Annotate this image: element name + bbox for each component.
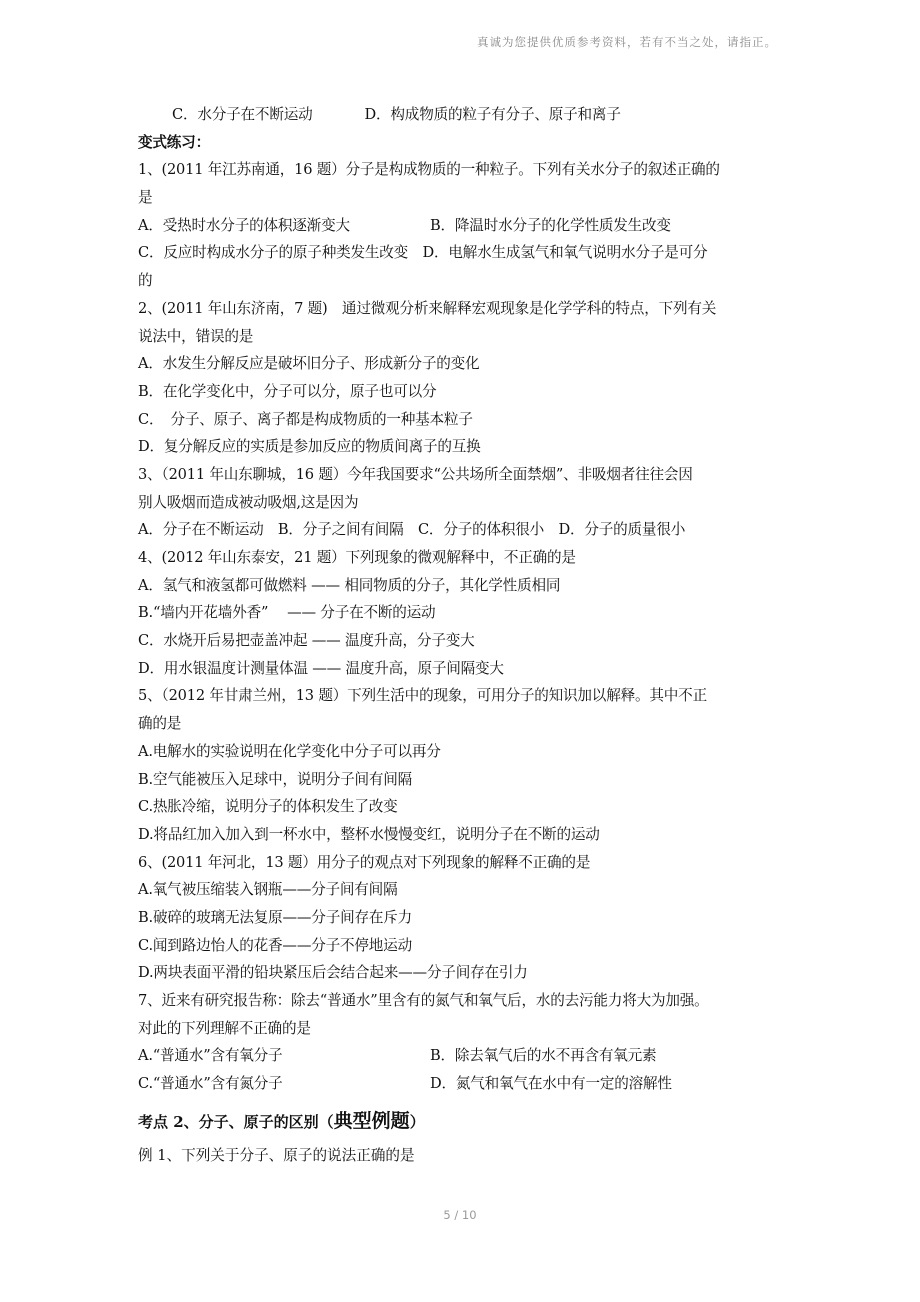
question-6-text: 6、(2011 年河北，13 题）用分子的观点对下列现象的解释不正确的是 [138,853,591,871]
q5-option-a: A.电解水的实验说明在化学变化中分子可以再分 [138,742,441,760]
q7-options-cd [138,1070,788,1098]
q2-option-c: C． 分子、原子、离子都是构成物质的一种基本粒子 [138,410,473,428]
document-body [138,101,788,1172]
question-1-text-cont: 是 [138,189,153,207]
question-2-text: 2、(2011 年山东济南，7 题) 通过微观分析来解释宏观现象是化学学科的特点，下列有关 [138,299,717,317]
question-1-options-ab [138,212,788,240]
q4-option-c: C．水烧开后易把壶盖冲起 —— 温度升高，分子变大 [138,632,475,650]
q2-option-d: D．复分解反应的实质是参加反应的物质间离子的互换 [138,438,481,456]
q2-option-a: A．水发生分解反应是破坏旧分子、形成新分子的变化 [138,355,480,373]
example-1-text: 例 1、下列关于分子、原子的说法正确的是 [138,1146,415,1164]
q3-options: A．分子在不断运动 B．分子之间有间隔 C．分子的体积很小 D．分子的质量很小 [138,521,686,539]
section-variant-heading: 变式练习： [138,133,210,151]
question-3-text: 3、（2011 年山东聊城，16 题）今年我国要求“公共场所全面禁烟”、非吸烟者往往会因 [138,465,693,483]
q7-options-ab [138,1042,788,1070]
page-header: 真诚为您提供优质参考资料，若有不当之处，请指正。 [477,35,777,49]
option-row [138,101,788,129]
question-1-text: 1、(2011 年江苏南通，16 题）分子是构成物质的一种粒子。下列有关水分子的叙述正确的 [138,161,720,179]
section-2-heading [138,1102,788,1140]
q7-option-d: D．氮气和氧气在水中有一定的溶解性 [430,1075,672,1093]
q7-option-c: C.“普通水”含有氮分子 [138,1075,283,1093]
q4-option-a: A．氢气和液氢都可做燃料 —— 相同物质的分子，其化学性质相同 [138,576,561,594]
question-1-option-d-cont: 的 [138,272,153,290]
q4-option-b: B.“墙内开花墙外香” —— 分子在不断的运动 [138,604,436,622]
q1-option-a: A．受热时水分子的体积逐渐变大 [138,216,350,234]
q6-option-a: A.氧气被压缩装入钢瓶——分子间有间隔 [138,881,398,899]
question-5-text: 5、（2012 年甘肃兰州，13 题）下列生活中的现象，可用分子的知识加以解释。其中不正 [138,687,707,705]
question-5-text-cont: 确的是 [138,715,182,733]
question-1-options-cd: C．反应时构成水分子的原子种类发生改变 D．电解水生成氢气和氧气说明水分子是可分 [138,244,708,262]
q5-option-b: B.空气能被压入足球中，说明分子间有间隔 [138,770,413,788]
q5-option-d: D.将品红加入加入到一杯水中，整杯水慢慢变红，说明分子在不断的运动 [138,825,600,843]
q6-option-b: B.破碎的玻璃无法复原——分子间存在斥力 [138,908,413,926]
q2-option-b: B．在化学变化中，分子可以分，原子也可以分 [138,382,437,400]
q1-option-b: B．降温时水分子的化学性质发生改变 [430,216,671,234]
q7-option-b: B．除去氧气后的水不再含有氧元素 [430,1047,657,1065]
section-2-title: 考点 2、分子、原子的区别（ [138,1112,334,1131]
question-2-text-cont: 说法中，错误的是 [138,327,254,345]
q6-option-d: D.两块表面平滑的铅块紧压后会结合起来——分子间存在引力 [138,964,528,982]
q4-option-d: D．用水银温度计测量体温 —— 温度升高，原子间隔变大 [138,659,504,677]
question-3-text-cont: 别人吸烟而造成被动吸烟,这是因为 [138,493,359,511]
section-2-close: ） [409,1112,425,1131]
section-2-emphasis: 典型例题 [333,1109,410,1132]
page-number: 5 / 10 [443,1208,477,1222]
q6-option-c: C.闻到路边怡人的花香——分子不停地运动 [138,936,412,954]
q7-option-a: A.“普通水”含有氧分子 [138,1047,283,1065]
option-c: C．水分子在不断运动 [172,106,313,123]
q5-option-c: C.热胀冷缩，说明分子的体积发生了改变 [138,798,398,816]
option-d: D．构成物质的粒子有分子、原子和离子 [364,106,621,123]
question-7-text-cont: 对此的下列理解不正确的是 [138,1019,311,1037]
question-4-text: 4、(2012 年山东泰安，21 题）下列现象的微观解释中，不正确的是 [138,549,576,566]
question-7-text: 7、近来有研究报告称：除去“普通水”里含有的氮气和氧气后，水的去污能力将大为加强。 [138,992,709,1009]
